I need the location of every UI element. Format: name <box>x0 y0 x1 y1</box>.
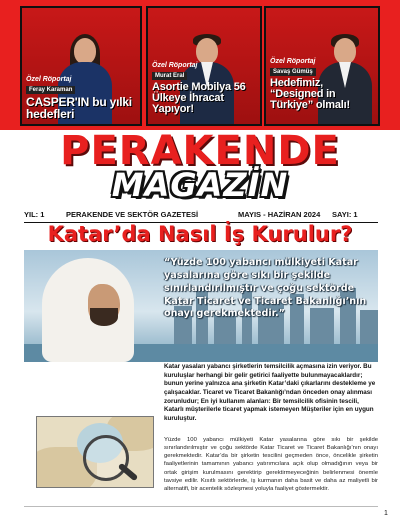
interview-card-casper[interactable] <box>20 6 142 126</box>
issue-year: YIL: 1 <box>24 210 45 219</box>
publication-subtitle: PERAKENDE VE SEKTÖR GAZETESİ <box>66 210 199 219</box>
interview-tag: Özel Röportaj <box>270 58 316 65</box>
interview-byline: Murat Eral <box>152 72 187 80</box>
interview-tag: Özel Röportaj <box>152 62 198 69</box>
interview-headline: Hedefimiz, “Designed in Türkiye” olmalı! <box>270 77 350 112</box>
pull-quote: “Yüzde 100 yabancı mülkiyeti Katar yasalarına göre sıkı bir şekilde sınırlandırılmıştır ve çoğu sektörde Katar Ticaret ve Ticaret Bakanlığı’nın onayı gerekmektedir.” <box>164 257 367 320</box>
top-interview-band <box>0 0 400 128</box>
interview-headline: Asortie Mobilya 56 Ülkeye İhracat Yapıyor! <box>152 81 246 116</box>
interview-card-asortie[interactable] <box>146 6 262 126</box>
map-magnifier-image <box>36 416 154 488</box>
interview-byline: Savaş Gümüş <box>270 68 316 76</box>
footer-divider <box>24 506 378 507</box>
interview-card-designed-in-turkiye[interactable] <box>264 6 380 126</box>
masthead-title-perakende: PERAKENDE <box>60 128 340 174</box>
magnifying-glass-icon <box>83 435 129 481</box>
article-body: Yüzde 100 yabancı mülkiyeti Katar yasalarına göre sıkı bir şekilde sınırlandırılmıştır ve çoğu sektörde Katar Ticaret ve Ticaret Bakanlığı’nın onayı gerekmektedir. Katar’da bir şirketin tescilini geçmeden önce, öncelikle şirketin faaliyetlerinin tamamının yabancı yatırımcılara açık olup olmadığının veya bir ortak girişim kurulmasını gerektirip gerektirmeyeceğinin belirlenmesi önemle tavsiye edilir. Kısıtlı sektörlerde, iş kurmanın daha basit ve daha az maliyetli bir alternatifi, bir acentelik sözleşmesi yoluyla faaliyet göstermektir. <box>164 437 378 492</box>
interview-headline: CASPER'IN bu yılki hedefleri <box>26 95 132 122</box>
issue-number: SAYI: 1 <box>332 210 358 219</box>
masthead-title-magazin: MAGAZİN <box>111 166 289 204</box>
article-intro: Katar yasaları yabancı şirketlerin temsilcilik açmasına izin veriyor. Bu kuruluşlar herhangi bir gelir getirici faaliyette bulunmayacaklardır; bunun yerine yalnızca ana şirketin Katar’daki çıkarlarını destekleme ye çalışacaklar. Ticaret ve Ticaret Bakanlığı’ndan önceden onay alınması zorunludur; En iyi kullanım alanları: Bir temsilcilik ofisinin tescili, Katarlı müşterilerle ticaret yapmak istemeyen Müşteriler için en uygun kuruluştur. <box>164 363 376 423</box>
issue-date: MAYIS - HAZİRAN 2024 <box>238 210 321 219</box>
interview-tag: Özel Röportaj <box>26 76 72 83</box>
interview-byline: Feray Karaman <box>26 86 75 94</box>
man-in-ghutra <box>24 250 142 362</box>
issue-info-strip <box>24 210 380 222</box>
page-number: 1 <box>384 510 388 517</box>
article-title: Katar’da Nasıl İş Kurulur? <box>47 222 353 246</box>
